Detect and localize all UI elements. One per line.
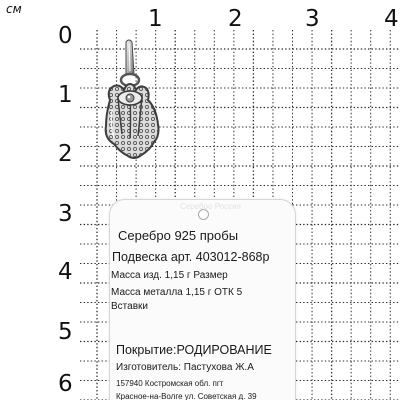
y-tick-2: 2 — [58, 141, 73, 167]
y-tick-1: 1 — [58, 82, 73, 108]
tag-coating: Покрытие:РОДИРОВАНИЕ — [116, 343, 272, 357]
x-tick-4: 4 — [384, 6, 399, 32]
x-tick-1: 1 — [148, 6, 163, 32]
tag-metal-mass: Масса металла 1,15 г ОТК 5 — [111, 287, 243, 298]
unit-label: см — [6, 2, 22, 16]
y-tick-3: 3 — [58, 201, 73, 227]
y-tick-4: 4 — [58, 259, 73, 285]
tag-maker: Изготовитель: Пастухова Ж.А — [116, 362, 254, 373]
tag-inserts: Вставки — [111, 301, 148, 312]
tag-address-line-2: Красное-на-Волге ул. Советская д. 39 — [116, 392, 257, 400]
tag-article: Подвеска арт. 403012-868р — [112, 250, 270, 264]
tag-title: Серебро 925 пробы — [118, 228, 239, 243]
y-tick-0: 0 — [58, 23, 73, 49]
x-tick-3: 3 — [305, 6, 320, 32]
tag-address-line-1: 157940 Костромская обл. пгт — [116, 379, 224, 388]
x-tick-2: 2 — [228, 6, 243, 32]
price-tag — [109, 199, 296, 400]
tag-watermark: Серебро Россия — [180, 202, 241, 211]
tag-mass: Масса изд. 1,15 г Размер — [111, 270, 228, 281]
hamsa-pendant-image — [96, 38, 178, 168]
y-tick-6: 6 — [58, 371, 73, 397]
y-tick-5: 5 — [58, 319, 73, 345]
